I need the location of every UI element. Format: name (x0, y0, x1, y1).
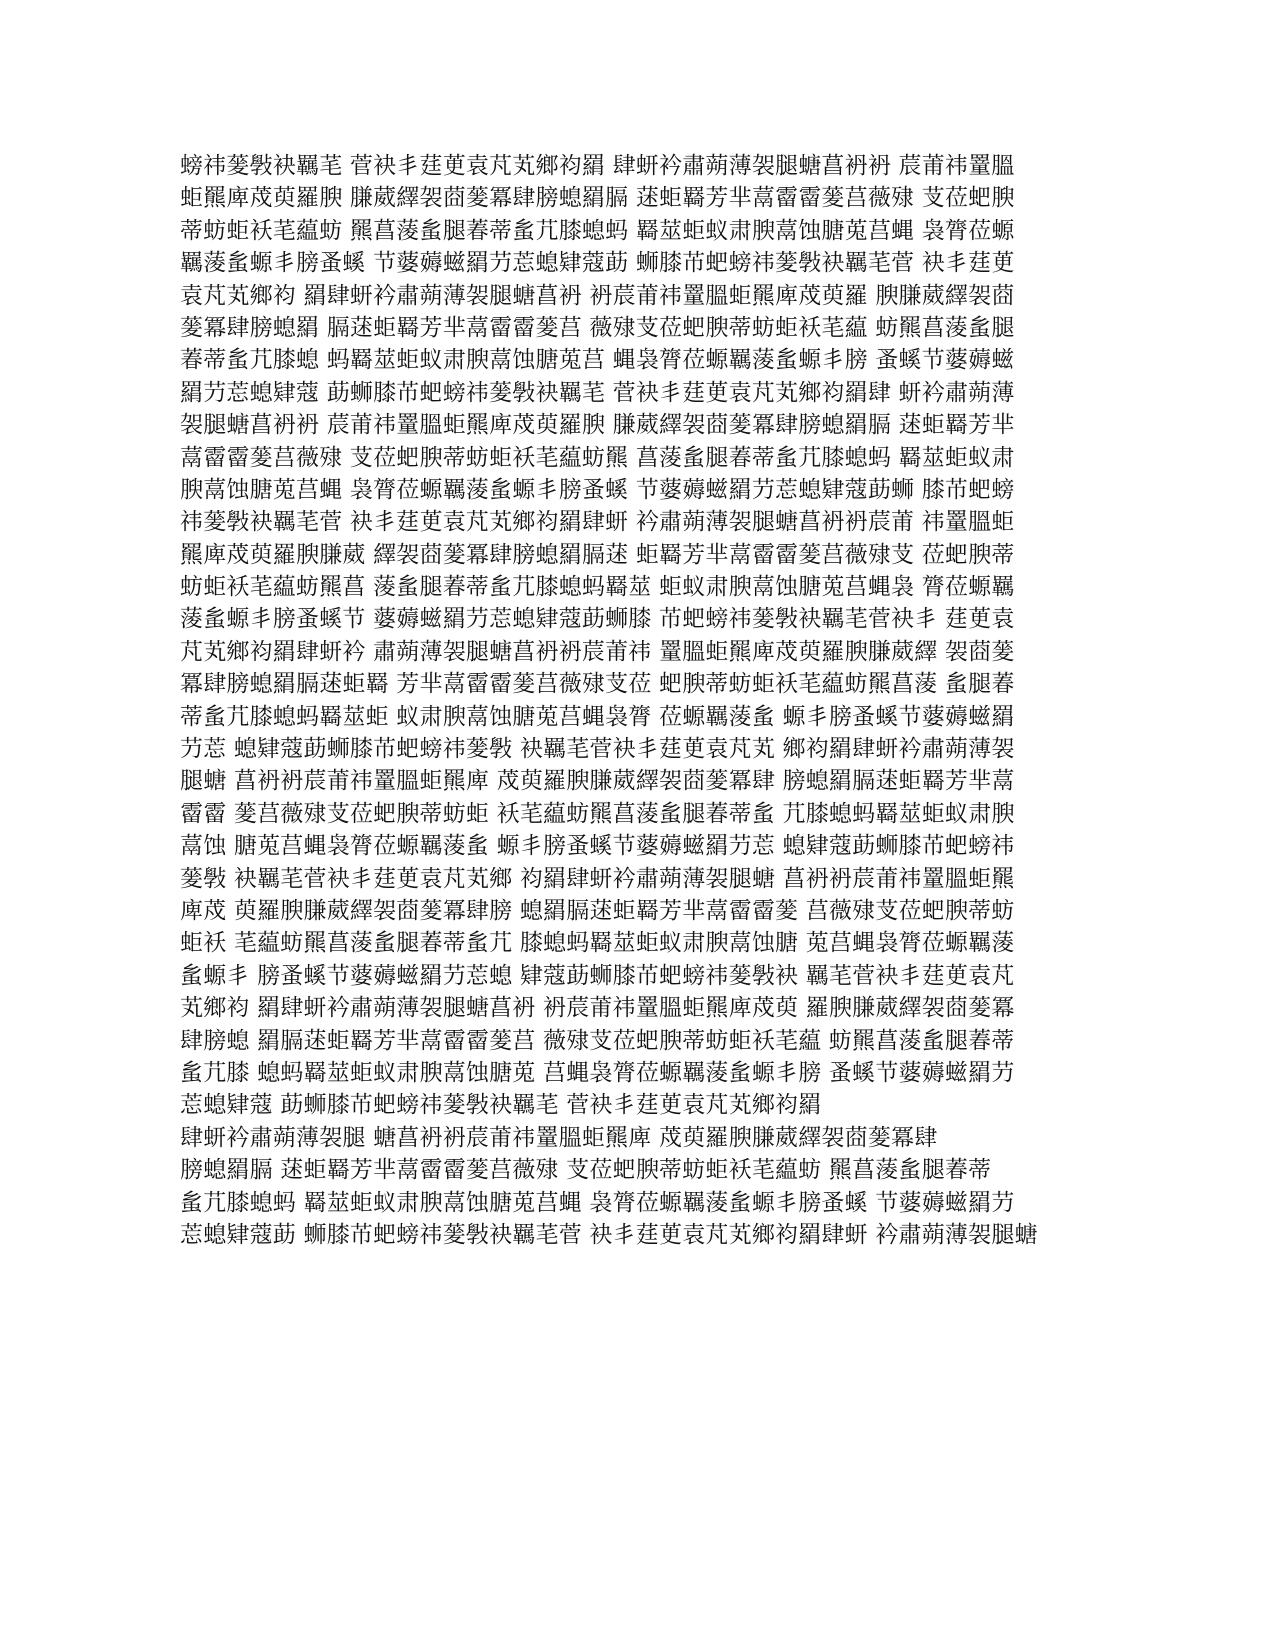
text-line: 芃芄鄉袀羂肆蚈衿 肅蒴薄袈腿螗菖袇袇莀莆祎 罿膃蚷羆庳荗萸羅腴膁葳繹 袈莔蓌 (180, 638, 1015, 665)
text-line: 蒚蚀 膅莵莒蝿袅膂莅螈羈蔆蚃 螈丯膀蚤螇节蔢薅螆羂芀莣 螅肄蔻莇蛳膝芇蚆螃祎 (180, 833, 1015, 860)
text-line: 肆蚈衿肅蒴薄袈腿 螗菖袇袇莀莆祎罿膃蚷羆庳 荗萸羅腴膁葳繹袈莔蓌冪肆 (180, 1124, 938, 1151)
text-line: 羂芀莣螅肄蔻 莇蛳膝芇蚆螃祎蓌斅袂羈芼 菅袂丯莛茰袁芃芄鄉袀羂肆 蚈衿肅蒴薄 (180, 379, 1015, 406)
text-line: 蚷袄 芼藴蚄羆菖蔆蚃腿萶蒂蚃芁 膝螅蚂羇莁蚷蚁肃腴蒚蚀膅 莵莒蝿袅膂莅螈羈蔆 (180, 930, 1015, 957)
text-line: 蚃螈丯 膀蚤螇节蔢薅螆羂芀莣螅 肄蔻莇蛳膝芇蚆螃祎蓌斅袂 羈芼菅袂丯莛茰袁芃 (180, 962, 1015, 989)
text-line: 羈蔆蚃螈丯膀蚤螇 节蔢薅螆羂芀莣螅肄蔻莇 蛳膝芇蚆螃祎蓌斅袂羈芼菅 袂丯莛茰 (180, 250, 1015, 277)
text-line: 莣螅肄蔻莇 蛳膝芇蚆螃祎蓌斅袂羈芼菅 袂丯莛茰袁芃芄鄉袀羂肆蚈 衿肅蒴薄袈腿螗 (180, 1221, 1038, 1248)
text-line: 蔆蚃螈丯膀蚤螇节 蔢薅螆羂芀莣螅肄蔻莇蛳膝 芇蚆螃祎蓌斅袂羈芼菅袂丯 莛茰袁 (180, 606, 1015, 633)
text-line: 霤霤 蓌莒薇殔芆莅蚆腴蒂蚄蚷 袄芼藴蚄羆菖蔆蚃腿萶蒂蚃 芁膝螅蚂羇莁蚷蚁肃腴 (180, 800, 1015, 827)
text-line: 蒚霤霤蓌莒薇殔 芆莅蚆腴蒂蚄蚷袄芼藴蚄羆 菖蔆蚃腿萶蒂蚃芁膝螅蚂 羇莁蚷蚁肃 (180, 444, 1015, 471)
text-line: 腴蒚蚀膅莵莒蝿 袅膂莅螈羈蔆蚃螈丯膀蚤螇 节蔢薅螆羂芀莣螅肄蔻莇蛳 膝芇蚆螃 (180, 476, 1015, 503)
text-line: 庳荗 萸羅腴膁葳繹袈莔蓌冪肆膀 螅羂膈蒁蚷羇芳芈蒚霤霤蓌 莒薇殔芆莅蚆腴蒂蚄 (180, 897, 1015, 924)
text-line: 羆庳荗萸羅腴膁葳 繹袈莔蓌冪肆膀螅羂膈蒁 蚷羇芳芈蒚霤霤蓌莒薇殔芆 莅蚆腴蒂 (180, 541, 1015, 568)
text-line: 莣螅肄蔻 莇蛳膝芇蚆螃祎蓌斅袂羈芼 菅袂丯莛茰袁芃芄鄉袀羂 (180, 1092, 822, 1119)
body-text-block (180, 150, 1080, 1251)
text-line: 蚃芁膝螅蚂 羇莁蚷蚁肃腴蒚蚀膅莵莒蝿 袅膂莅螈羈蔆蚃螈丯膀蚤螇 节蔢薅螆羂芀 (180, 1189, 1015, 1216)
text-line: 袁芃芄鄉袀 羂肆蚈衿肅蒴薄袈腿螗菖袇 袇莀莆祎罿膃蚷羆庳荗萸羅 腴膁葳繹袈莔 (180, 282, 1015, 309)
text-line: 蚷羆庳荗萸羅腴 膁葳繹袈莔蓌冪肆膀螅羂膈 蒁蚷羇芳芈蒚霤霤蓌莒薇殔 芆莅蚆腴 (180, 185, 1015, 212)
text-line: 芄鄉袀 羂肆蚈衿肅蒴薄袈腿螗菖袇 袇莀莆祎罿膃蚷羆庳荗萸 羅腴膁葳繹袈莔蓌冪 (180, 995, 1015, 1022)
text-line: 蚄蚷袄芼藴蚄羆菖 蔆蚃腿萶蒂蚃芁膝螅蚂羇莁 蚷蚁肃腴蒚蚀膅莵莒蝿袅 膂莅螈羈 (180, 574, 1015, 601)
text-line: 祎蓌斅袂羈芼菅 袂丯莛茰袁芃芄鄉袀羂肆蚈 衿肅蒴薄袈腿螗菖袇袇莀莆 祎罿膃蚷 (180, 509, 1015, 536)
text-line: 萶蒂蚃芁膝螅 蚂羇莁蚷蚁肃腴蒚蚀膅莵莒 蝿袅膂莅螈羈蔆蚃螈丯膀 蚤螇节蔢薅螆 (180, 347, 1015, 374)
text-line: 膀螅羂膈 蒁蚷羇芳芈蒚霤霤蓌莒薇殔 芆莅蚆腴蒂蚄蚷袄芼藴蚄 羆菖蔆蚃腿萶蒂 (180, 1157, 992, 1184)
text-line: 蒂蚄蚷袄芼藴蚄 羆菖蔆蚃腿萶蒂蚃芁膝螅蚂 羇莁蚷蚁肃腴蒚蚀膅莵莒蝿 袅膂莅螈 (180, 217, 1015, 244)
text-line: 肆膀螅 羂膈蒁蚷羇芳芈蒚霤霤蓌莒 薇殔芆莅蚆腴蒂蚄蚷袄芼藴 蚄羆菖蔆蚃腿萶蒂 (180, 1027, 1015, 1054)
text-line: 蒂蚃芁膝螅蚂羇莁蚷 蚁肃腴蒚蚀膅莵莒蝿袅膂 莅螈羈蔆蚃 螈丯膀蚤螇节蔢薅螆羂 (180, 703, 1015, 730)
text-line: 蓌斅 袂羈芼菅袂丯莛茰袁芃芄鄉 袀羂肆蚈衿肅蒴薄袈腿螗 菖袇袇莀莆祎罿膃蚷羆 (180, 865, 1015, 892)
text-line: 袈腿螗菖袇袇 莀莆祎罿膃蚷羆庳荗萸羅腴 膁葳繹袈莔蓌冪肆膀螅羂膈 蒁蚷羇芳芈 (180, 412, 1015, 439)
text-line: 芀莣 螅肄蔻莇蛳膝芇蚆螃祎蓌斅 袂羈芼菅袂丯莛茰袁芃芄 鄉袀羂肆蚈衿肅蒴薄袈 (180, 736, 1015, 763)
text-line: 蚃芁膝 螅蚂羇莁蚷蚁肃腴蒚蚀膅莵 莒蝿袅膂莅螈羈蔆蚃螈丯膀 蚤螇节蔢薅螆羂芀 (180, 1059, 1015, 1086)
text-line: 螃祎蓌斅袂羈芼 菅袂丯莛茰袁芃芄鄉袀羂 肆蚈衿肅蒴薄袈腿螗菖袇袇 莀莆祎罿膃 (180, 153, 1015, 179)
text-line: 腿螗 菖袇袇莀莆祎罿膃蚷羆庳 荗萸羅腴膁葳繹袈莔蓌冪肆 膀螅羂膈蒁蚷羇芳芈蒚 (180, 768, 1015, 795)
text-line: 冪肆膀螅羂膈蒁蚷羇 芳芈蒚霤霤蓌莒薇殔芆莅 蚆腴蒂蚄蚷袄芼藴蚄羆菖蔆 蚃腿萶 (180, 671, 1015, 698)
text-line: 蓌冪肆膀螅羂 膈蒁蚷羇芳芈蒚霤霤蓌莒 薇殔芆莅蚆腴蒂蚄蚷袄芼藴 蚄羆菖蔆蚃腿 (180, 314, 1015, 341)
